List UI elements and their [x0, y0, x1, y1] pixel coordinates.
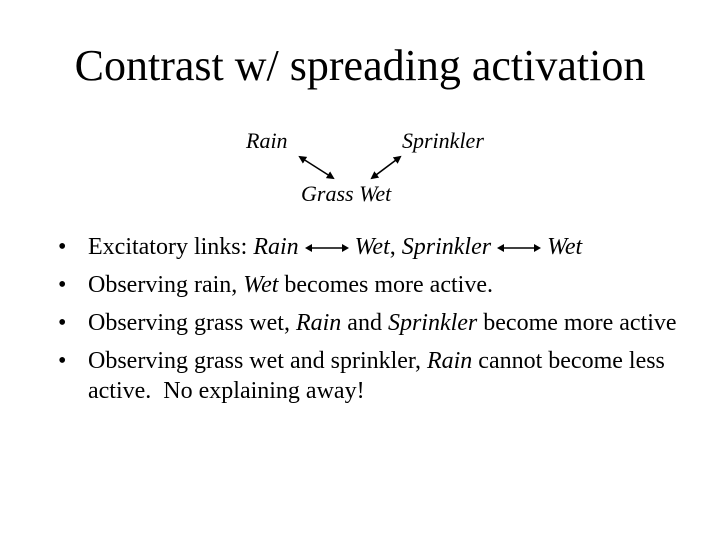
bullet-text: becomes more active.: [278, 272, 493, 298]
bullet-marker: •: [58, 348, 67, 374]
bullet-list: [58, 232, 698, 414]
bullet-text: Observing grass wet,: [88, 310, 296, 336]
rain-node: Rain: [246, 128, 288, 153]
slide-title: Contrast w/ spreading activation: [74, 41, 646, 90]
rain-grass-link: [300, 157, 333, 178]
bullet-observing-rain: [58, 270, 698, 300]
bullet-text: and: [341, 310, 388, 336]
bullet-text: cannot become less active. No explaining away!: [88, 348, 671, 404]
sprinkler-node: Sprinkler: [402, 128, 484, 153]
bullet-text: Excitatory links:: [88, 234, 254, 260]
bullet-marker: •: [58, 310, 67, 336]
bullet-observing-grass-wet: [58, 308, 698, 338]
bullet-text: become more active: [477, 310, 677, 336]
rain-term: Rain: [426, 348, 473, 374]
bullet-text: Observing rain,: [88, 272, 244, 298]
bullet-marker: •: [58, 234, 67, 260]
wet-term: Wet: [547, 234, 583, 260]
bullet-excitatory-links: [58, 232, 698, 262]
bullet-marker: •: [58, 272, 67, 298]
bullet-text: Observing grass wet and sprinkler,: [88, 348, 427, 374]
grass-wet-node: Grass Wet: [301, 181, 392, 206]
rain-term: Rain: [295, 310, 342, 336]
sprinkler-term: Sprinkler: [387, 310, 478, 336]
bullet-explaining-away: [58, 346, 698, 406]
sprinkler-term: Sprinkler: [401, 234, 492, 260]
rain-term: Rain: [253, 234, 299, 260]
double-arrow-icon: [497, 242, 541, 254]
wet-term: Wet: [243, 272, 279, 298]
wet-term: Wet: [354, 234, 390, 260]
double-arrow-icon: [305, 242, 349, 254]
sprinkler-grass-link: [372, 157, 400, 178]
comma-text: ,: [389, 234, 402, 260]
